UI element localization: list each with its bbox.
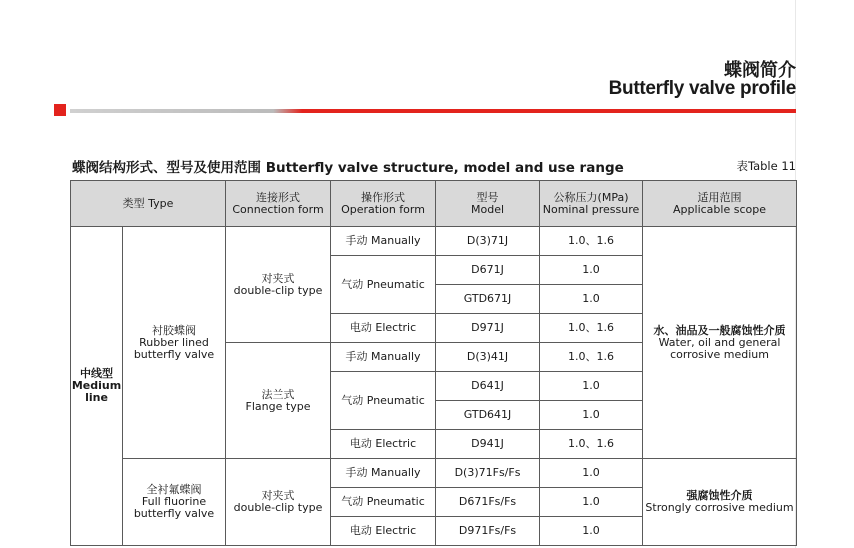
pressure-cell: 1.0 [540, 256, 643, 285]
pressure-cell: 1.0、1.6 [540, 314, 643, 343]
header-red-square [54, 104, 66, 116]
table-row [71, 459, 797, 488]
section-title: 蝶阀结构形式、型号及使用范围 Butterfly valve structure, model and use range [72, 160, 624, 176]
page-title-cn: 蝶阀简介 [724, 60, 796, 81]
valve-spec-table [70, 180, 797, 546]
connection-flange: 法兰式 Flange type [226, 343, 331, 459]
page-title-en: Butterfly valve profile [608, 78, 796, 99]
model-cell: GTD641J [436, 401, 540, 430]
operation-cell: 电动 Electric [331, 517, 436, 546]
connection-double-clip: 对夹式 double-clip type [226, 459, 331, 546]
pressure-cell: 1.0 [540, 401, 643, 430]
pressure-cell: 1.0 [540, 459, 643, 488]
medium-line-cell: 中线型 Medium line [71, 227, 123, 546]
connection-double-clip: 对夹式 double-clip type [226, 227, 331, 343]
pressure-cell: 1.0 [540, 517, 643, 546]
table-row [71, 227, 797, 256]
model-cell: D(3)41J [436, 343, 540, 372]
operation-cell: 气动 Pneumatic [331, 256, 436, 314]
pressure-cell: 1.0、1.6 [540, 343, 643, 372]
header-divider [54, 106, 796, 115]
model-cell: D971J [436, 314, 540, 343]
operation-cell: 电动 Electric [331, 430, 436, 459]
header-scope: 适用范围 Applicable scope [643, 181, 797, 227]
header-connection: 连接形式 Connection form [226, 181, 331, 227]
table-header-row [71, 181, 797, 227]
pressure-cell: 1.0、1.6 [540, 227, 643, 256]
operation-cell: 气动 Pneumatic [331, 372, 436, 430]
header-pressure: 公称压力(MPa) Nominal pressure [540, 181, 643, 227]
subtype-full-fluorine: 全衬氟蝶阀 Full fluorine butterfly valve [123, 459, 226, 546]
pressure-cell: 1.0 [540, 285, 643, 314]
pressure-cell: 1.0、1.6 [540, 430, 643, 459]
header-gradient-line [70, 109, 796, 113]
model-cell: D941J [436, 430, 540, 459]
model-cell: D671Fs/Fs [436, 488, 540, 517]
scope-cell: 强腐蚀性介质 Strongly corrosive medium [643, 459, 797, 546]
operation-cell: 气动 Pneumatic [331, 488, 436, 517]
scope-cell: 水、油品及一般腐蚀性介质 Water, oil and general corrosive medium [643, 227, 797, 459]
model-cell: D971Fs/Fs [436, 517, 540, 546]
operation-cell: 电动 Electric [331, 314, 436, 343]
table-label: 表Table 11 [736, 159, 796, 173]
model-cell: D(3)71Fs/Fs [436, 459, 540, 488]
operation-cell: 手动 Manually [331, 343, 436, 372]
model-cell: D641J [436, 372, 540, 401]
operation-cell: 手动 Manually [331, 227, 436, 256]
pressure-cell: 1.0 [540, 372, 643, 401]
model-cell: GTD671J [436, 285, 540, 314]
model-cell: D(3)71J [436, 227, 540, 256]
subtype-rubber-lined: 衬胶蝶阀 Rubber lined butterfly valve [123, 227, 226, 459]
header-operation: 操作形式 Operation form [331, 181, 436, 227]
operation-cell: 手动 Manually [331, 459, 436, 488]
pressure-cell: 1.0 [540, 488, 643, 517]
header-model: 型号 Model [436, 181, 540, 227]
model-cell: D671J [436, 256, 540, 285]
header-type: 类型 Type [71, 181, 226, 227]
